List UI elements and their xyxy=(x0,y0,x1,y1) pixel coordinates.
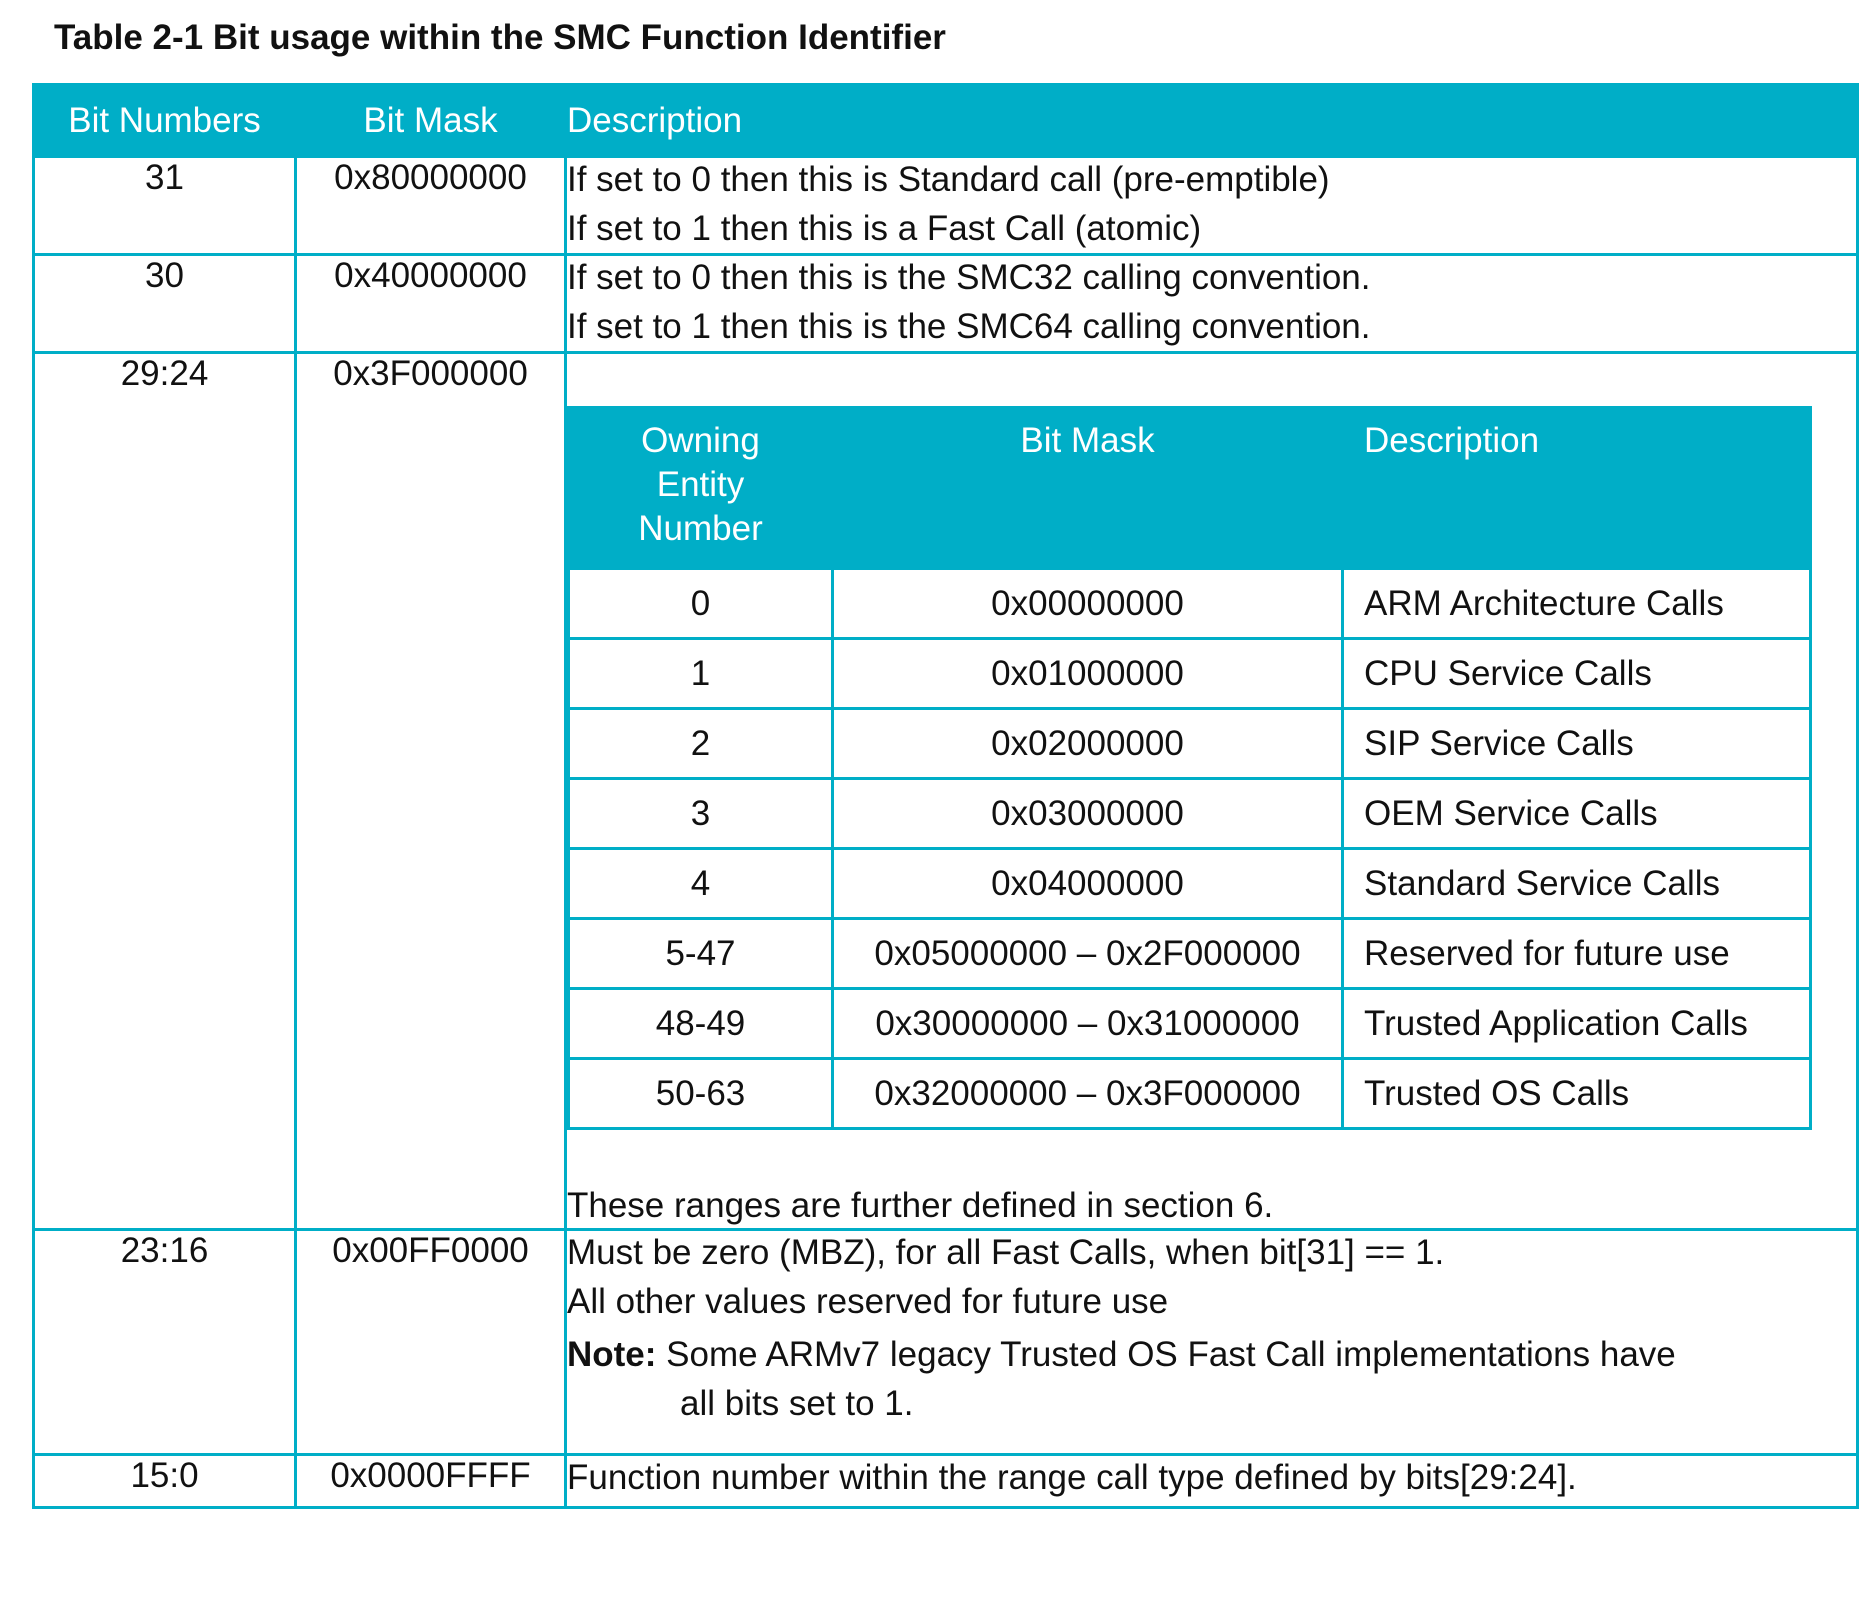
inner-bit-mask-cell: 0x01000000 xyxy=(833,639,1343,709)
table-row xyxy=(34,255,1858,353)
note-continuation: all bits set to 1. xyxy=(680,1384,914,1423)
inner-bit-mask-cell: 0x32000000 – 0x3F000000 xyxy=(833,1059,1343,1129)
smc-bit-usage-table xyxy=(32,83,1859,1509)
inner-header-row xyxy=(569,408,1811,569)
inner-description-cell: ARM Architecture Calls xyxy=(1343,569,1811,639)
description-line: If set to 1 then this is a Fast Call (atomic) xyxy=(567,209,1202,248)
description-cell xyxy=(566,157,1858,255)
inner-description-cell: Standard Service Calls xyxy=(1343,849,1811,919)
bit-mask-cell: 0x00FF0000 xyxy=(296,1230,566,1455)
inner-header-description: Description xyxy=(1343,408,1811,569)
inner-description-cell: Trusted Application Calls xyxy=(1343,989,1811,1059)
owning-entity-number-cell: 4 xyxy=(569,849,833,919)
inner-description-cell: OEM Service Calls xyxy=(1343,779,1811,849)
owning-entity-number-cell: 0 xyxy=(569,569,833,639)
table-row xyxy=(34,1230,1858,1455)
inner-description-cell: CPU Service Calls xyxy=(1343,639,1811,709)
inner-bit-mask-cell: 0x30000000 – 0x31000000 xyxy=(833,989,1343,1059)
inner-bit-mask-cell: 0x00000000 xyxy=(833,569,1343,639)
inner-header-bit-mask: Bit Mask xyxy=(833,408,1343,569)
inner-bit-mask-cell: 0x05000000 – 0x2F000000 xyxy=(833,919,1343,989)
inner-bit-mask-cell: 0x04000000 xyxy=(833,849,1343,919)
bit-mask-cell: 0x80000000 xyxy=(296,157,566,255)
description-line: If set to 0 then this is the SMC32 calling convention. xyxy=(567,258,1371,297)
description-line: If set to 1 then this is the SMC64 calling convention. xyxy=(567,307,1371,346)
description-cell xyxy=(566,1455,1858,1508)
description-cell xyxy=(566,1230,1858,1455)
section-reference-note: These ranges are further defined in section 6. xyxy=(567,1186,1274,1225)
inner-table-row xyxy=(569,569,1811,639)
note-label: Note: xyxy=(567,1335,657,1374)
description-line: Function number within the range call type defined by bits[29:24]. xyxy=(567,1458,1577,1497)
bit-mask-cell: 0x3F000000 xyxy=(296,353,566,1230)
description-cell xyxy=(566,255,1858,353)
bit-numbers-cell: 31 xyxy=(34,157,296,255)
inner-bit-mask-cell: 0x02000000 xyxy=(833,709,1343,779)
description-cell xyxy=(566,353,1858,1230)
header-description: Description xyxy=(566,85,1858,157)
description-line: If set to 0 then this is Standard call (pre-emptible) xyxy=(567,160,1330,199)
table-row xyxy=(34,1455,1858,1508)
inner-table-row xyxy=(569,919,1811,989)
description-line: Must be zero (MBZ), for all Fast Calls, when bit[31] == 1. xyxy=(567,1233,1445,1272)
inner-table-row xyxy=(569,709,1811,779)
note-line xyxy=(567,1327,1856,1382)
bit-mask-cell: 0x40000000 xyxy=(296,255,566,353)
inner-bit-mask-cell: 0x03000000 xyxy=(833,779,1343,849)
bit-numbers-cell: 23:16 xyxy=(34,1230,296,1455)
table-row xyxy=(34,353,1858,1230)
owning-entity-table xyxy=(567,406,1812,1130)
owning-entity-number-cell: 48-49 xyxy=(569,989,833,1059)
inner-table-row xyxy=(569,1059,1811,1129)
bit-mask-cell: 0x0000FFFF xyxy=(296,1455,566,1508)
bit-numbers-cell: 29:24 xyxy=(34,353,296,1230)
inner-description-cell: SIP Service Calls xyxy=(1343,709,1811,779)
inner-header-line: Number xyxy=(638,509,763,548)
inner-table-row xyxy=(569,849,1811,919)
inner-table-row xyxy=(569,639,1811,709)
table-caption: Table 2-1 Bit usage within the SMC Function Identifier xyxy=(54,18,946,57)
bit-numbers-cell: 30 xyxy=(34,255,296,353)
header-row xyxy=(34,85,1858,157)
header-bit-mask: Bit Mask xyxy=(296,85,566,157)
inner-description-cell: Reserved for future use xyxy=(1343,919,1811,989)
note-text: Some ARMv7 legacy Trusted OS Fast Call implementations have xyxy=(666,1335,1676,1374)
inner-header-owning-entity xyxy=(569,408,833,569)
inner-table-row xyxy=(569,779,1811,849)
inner-header-line: Entity xyxy=(656,465,745,504)
table-row xyxy=(34,157,1858,255)
owning-entity-number-cell: 2 xyxy=(569,709,833,779)
inner-table-row xyxy=(569,989,1811,1059)
owning-entity-number-cell: 50-63 xyxy=(569,1059,833,1129)
inner-description-cell: Trusted OS Calls xyxy=(1343,1059,1811,1129)
bit-numbers-cell: 15:0 xyxy=(34,1455,296,1508)
owning-entity-number-cell: 3 xyxy=(569,779,833,849)
description-line: All other values reserved for future use xyxy=(567,1282,1169,1321)
inner-header-line: Owning xyxy=(641,421,760,460)
owning-entity-number-cell: 1 xyxy=(569,639,833,709)
header-bit-numbers: Bit Numbers xyxy=(34,85,296,157)
owning-entity-number-cell: 5-47 xyxy=(569,919,833,989)
note-block xyxy=(567,1327,1856,1431)
